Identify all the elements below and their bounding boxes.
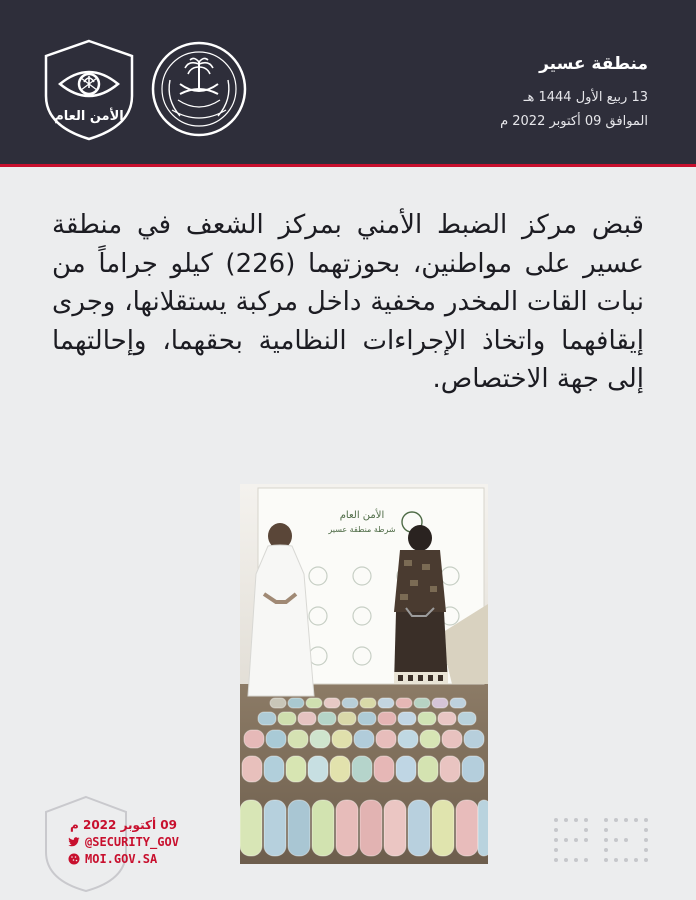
- public-security-logo-icon: [40, 38, 138, 142]
- banner-title: الأمن العام: [339, 510, 385, 521]
- twitter-icon: [68, 836, 80, 848]
- seizure-photo: [240, 484, 488, 864]
- header-bar: [0, 0, 696, 164]
- header-divider: [0, 164, 696, 167]
- dot-pattern-icon: [550, 814, 658, 866]
- region-title: منطقة عسير: [539, 54, 648, 74]
- twitter-handle: @SECURITY_GOV: [85, 835, 179, 849]
- footer-website-link[interactable]: [68, 851, 157, 867]
- national-emblem-icon: [150, 40, 248, 138]
- website-url: MOI.GOV.SA: [85, 852, 158, 866]
- footer-date: 09 أكتوبر 2022 م: [70, 818, 177, 832]
- article-body: قبض مركز الضبط الأمني بمركز الشعف في منطقة عسير على مواطنين، بحوزتهما (226) كيلو جراماً من نبات القات المخدر مخفية داخل مركبة يستقلانها، وجرى إيقافهما واتخاذ الإجراءات النظامية بحقهما، وإحالتهما إلى جهة الاختصاص.: [52, 210, 644, 394]
- banner-subtitle: شرطة منطقة عسير: [328, 525, 396, 534]
- footer-twitter-link[interactable]: [68, 834, 179, 850]
- web-icon: [68, 853, 80, 865]
- seizure-photo-illustration: [240, 484, 488, 864]
- security-logo-text: الأمن العام: [54, 109, 124, 124]
- hijri-date: 13 ربيع الأول 1444 هـ: [523, 90, 648, 105]
- gregorian-date: الموافق 09 أكتوبر 2022 م: [500, 114, 648, 129]
